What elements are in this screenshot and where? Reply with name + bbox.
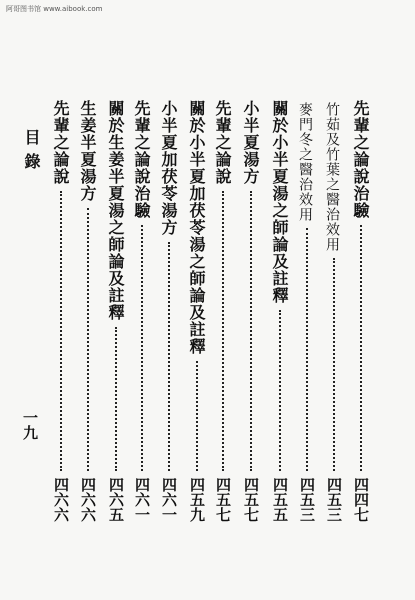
toc-title: 目錄 (22, 129, 41, 177)
toc-leader-dots (250, 191, 252, 471)
toc-entry-title[interactable]: 生姜半夏湯方 (78, 100, 97, 202)
toc-entry-page[interactable]: 四六一 (160, 477, 178, 522)
toc-leader-dots (196, 361, 198, 471)
toc-entry-page[interactable]: 四六五 (107, 477, 125, 522)
toc-entry-title[interactable]: 竹茹及竹葉之醫治效用 (324, 102, 340, 252)
toc-entry-title[interactable]: 關於小半夏加茯苓湯之師論及註釋 (187, 100, 206, 355)
toc-entry-page[interactable]: 四六六 (52, 477, 70, 522)
toc-leader-dots (141, 225, 143, 471)
toc-leader-dots (60, 191, 62, 471)
toc-entry-page[interactable]: 四五七 (242, 477, 260, 522)
toc-entry-page[interactable]: 四五三 (298, 477, 316, 522)
toc-entry-title[interactable]: 先輩之論說治驗 (351, 100, 370, 219)
toc-entry-page[interactable]: 四五九 (188, 477, 206, 522)
toc-entry-page[interactable]: 四五三 (325, 477, 343, 522)
toc-leader-dots (115, 327, 117, 471)
toc-leader-dots (87, 208, 89, 471)
toc-leader-dots (306, 228, 308, 471)
toc-entry-page[interactable]: 四六一 (133, 477, 151, 522)
toc-entry-page[interactable]: 四五五 (271, 477, 289, 522)
toc-entry-title[interactable]: 先輩之論說治驗 (132, 100, 151, 219)
toc-entry-title[interactable]: 小半夏湯方 (241, 100, 260, 185)
toc-entry-page[interactable]: 四五七 (214, 477, 232, 522)
toc-entry-page[interactable]: 四四七 (352, 477, 370, 522)
toc-leader-dots (279, 310, 281, 471)
toc-entry-title[interactable]: 小半夏加茯苓湯方 (159, 100, 178, 236)
toc-leader-dots (168, 242, 170, 471)
toc-entry-page[interactable]: 四六六 (79, 477, 97, 522)
toc-entry-title[interactable]: 先輩之論說 (213, 100, 232, 185)
toc-leader-dots (222, 191, 224, 471)
page-number: 一九 (21, 410, 39, 440)
toc-entry-title[interactable]: 關於小半夏湯之師論及註釋 (270, 100, 289, 304)
toc-entry-title[interactable]: 麥門冬之醫治效用 (297, 102, 313, 222)
toc-leader-dots (360, 225, 362, 471)
toc-leader-dots (333, 258, 335, 471)
toc-entry-title[interactable]: 先輩之論說 (51, 100, 70, 185)
watermark: 阿哥图书馆 www.aibook.com (6, 5, 103, 13)
toc-entry-title[interactable]: 關於生姜半夏湯之師論及註釋 (106, 100, 125, 321)
